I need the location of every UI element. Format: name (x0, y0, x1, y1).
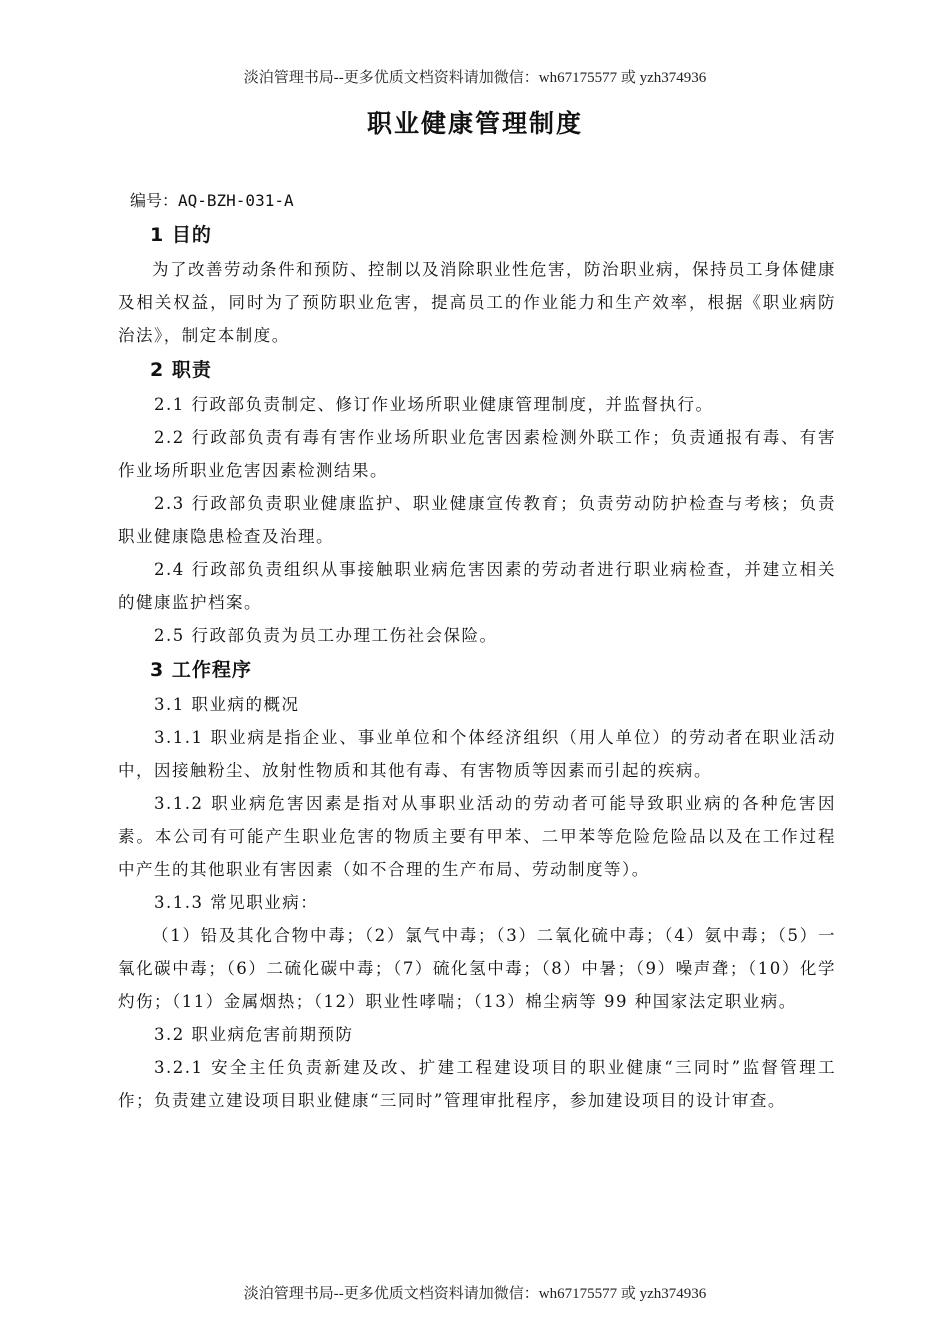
page-title: 职业健康管理制度 (366, 109, 583, 138)
duty-2-4: 2.4 行政部负责组织从事接触职业病危害因素的劳动者进行职业病检查，并建立相关的健康监护档案。 (118, 560, 836, 612)
document-code: 编号：AQ-BZH-031-A (130, 191, 294, 210)
document-body (118, 184, 836, 1117)
procedure-3-2-1: 3.2.1 安全主任负责新建及改、扩建工程建设项目的职业健康“三同时”监督管理工作；负责建立建设项目职业健康“三同时”管理审批程序，参加建设项目的设计审查。 (118, 1058, 836, 1110)
duty-2-1: 2.1 行政部负责制定、修订作业场所职业健康管理制度，并监督执行。 (154, 395, 714, 414)
page-header: 淡泊管理书局--更多优质文档资料请加微信：wh67175577 或 yzh374936 (243, 70, 707, 86)
procedure-3-1-2: 3.1.2 职业病危害因素是指对从事职业活动的劳动者可能导致职业病的各种危害因素。本公司有可能产生职业危害的物质主要有甲苯、二甲苯等危险危险品以及在工作过程中产生的其他职业有害因素（如不合理的生产布局、劳动制度等）。 (118, 794, 836, 879)
procedure-3-1-3: 3.1.3 常见职业病： (154, 893, 319, 912)
page-footer: 淡泊管理书局--更多优质文档资料请加微信：wh67175577 或 yzh374936 (243, 1286, 707, 1302)
procedure-3-1: 3.1 职业病的概况 (154, 695, 300, 714)
section-heading-duties: 2 职责 (150, 359, 212, 381)
duty-2-2: 2.2 行政部负责有毒有害作业场所职业危害因素检测外联工作；负责通报有毒、有害作业场所职业危害因素检测结果。 (118, 428, 836, 480)
duty-2-3: 2.3 行政部负责职业健康监护、职业健康宣传教育；负责劳动防护检查与考核；负责职业健康隐患检查及治理。 (118, 494, 836, 546)
occupational-disease-list: （1）铅及其化合物中毒；（2）氯气中毒；（3）二氧化硫中毒；（4）氨中毒；（5）一氧化碳中毒；（6）二硫化碳中毒；（7）硫化氢中毒；（8）中暑；（9）噪声聋；（10）化学灼伤；（11）金属烟热；（12）职业性哮喘；（13）棉尘病等 99 种国家法定职业病。 (118, 926, 836, 1011)
purpose-paragraph: 为了改善劳动条件和预防、控制以及消除职业性危害，防治职业病，保持员工身体健康及相关权益，同时为了预防职业危害，提高员工的作业能力和生产效率，根据《职业病防治法》，制定本制度。 (118, 260, 836, 345)
procedure-3-1-1: 3.1.1 职业病是指企业、事业单位和个体经济组织（用人单位）的劳动者在职业活动中，因接触粉尘、放射性物质和其他有毒、有害物质等因素而引起的疾病。 (118, 728, 836, 780)
procedure-3-2: 3.2 职业病危害前期预防 (154, 1025, 354, 1044)
duty-2-5: 2.5 行政部负责为员工办理工伤社会保险。 (154, 626, 498, 645)
section-heading-procedure: 3 工作程序 (150, 659, 252, 681)
section-heading-purpose: 1 目的 (150, 224, 212, 246)
